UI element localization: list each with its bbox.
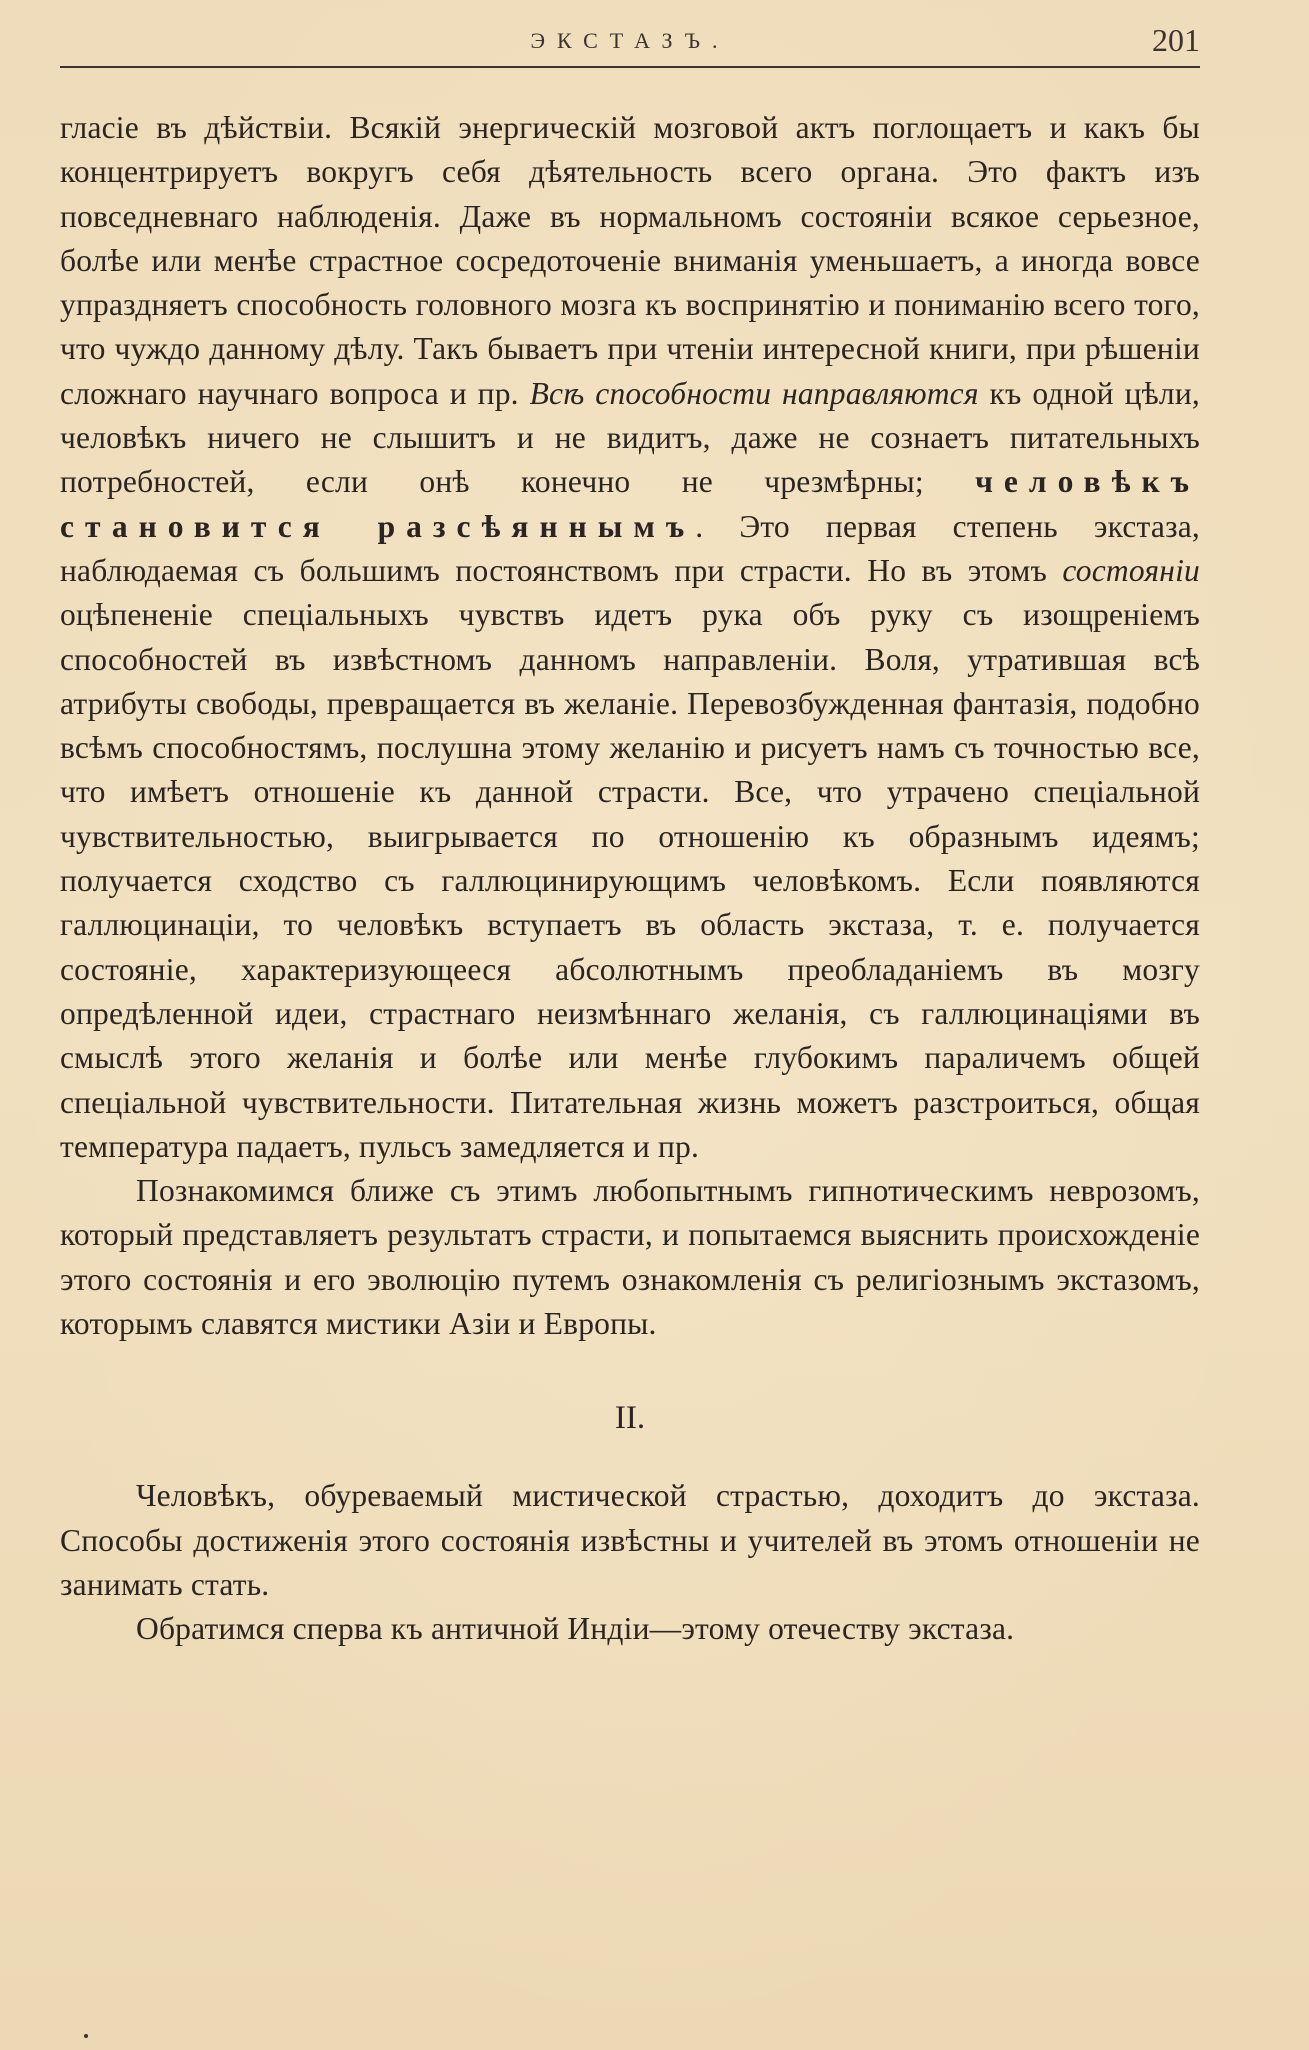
paragraph-text: . Это первая степень экстаза, наблюдаемая съ большимъ постоянствомъ при страсти. Но въ этомъ [60, 508, 1200, 588]
page-number: 201 [1152, 22, 1200, 58]
paragraph-text: гласіе въ дѣйствіи. Всякій энергическій мозговой актъ поглощаетъ и какъ бы концентрируетъ вокругъ себя дѣятельность всего органа. Это фактъ изъ повседневнаго наблюденія. Даже въ нормальномъ состояніи всякое серьезное, болѣе или менѣе страстное сосредоточеніе вниманія уменьшаетъ, а иногда вовсе упраздняетъ способность головного мозга къ воспринятію и пониманію всего того, что чуждо данному дѣлу. Такъ бываетъ при чтеніи интересной книги, при рѣшеніи сложнаго научнаго вопроса и пр. [60, 110, 1200, 411]
body-text [60, 106, 1200, 1652]
paragraph: Человѣкъ, обуреваемый мистической страстью, доходитъ до экстаза. Способы достиженія этого состоянія извѣстны и учителей въ этомъ отношеніи не занимать стать. [60, 1478, 1200, 1602]
section-heading: II. [614, 1400, 646, 1437]
paragraph: Обратимся сперва къ античной Индіи—этому отечеству экстаза. [136, 1611, 1015, 1647]
italic-phrase: Всѣ способности направляются [529, 375, 979, 411]
italic-phrase: состояніи [1062, 552, 1200, 588]
paragraph: Познакомимся ближе съ этимъ любопытнымъ гипнотическимъ неврозомъ, который представляетъ результатъ страсти, и попытаемся выяснить происхожденіе этого состоянія и его эволюцію путемъ ознакомленія съ религіознымъ экстазомъ, которымъ славятся мистики Азіи и Европы. [60, 1173, 1200, 1342]
paragraph-text: къ одной цѣли, человѣкъ ничего не слышитъ и не видитъ, даже не сознаетъ питательныхъ потребностей, если онѣ конечно не чрезмѣрны; [60, 375, 1200, 500]
ink-speck [84, 2034, 88, 2038]
paragraph-text: оцѣпененіе спеціальныхъ чувствъ идетъ рука объ руку съ изощреніемъ способностей въ извѣстномъ данномъ направленіи. Воля, утратившая всѣ атрибуты свободы, превращается въ желаніе. Перевозбужденная фантазія, подобно всѣмъ способностямъ, послушна этому желанію и рисуетъ намъ съ точностью все, что имѣетъ отношеніе къ данной страсти. Все, что утрачено спеціальной чувствительностью, выигрывается по отношенію къ образнымъ идеямъ; получается сходство съ галлюцинирующимъ человѣкомъ. Если появляются галлюцинаціи, то человѣкъ вступаетъ въ область экстаза, т. е. получается состояніе, характеризующееся абсолютнымъ преобладаніемъ въ мозгу опредѣленной идеи, страстнаго неизмѣннаго желанія, съ галлюцинаціями въ смыслѣ этого желанія и болѣе или менѣе глубокимъ параличемъ общей спеціальной чувствительности. Питательная жизнь можетъ разстроиться, общая температура падаетъ, пульсъ замедляется и пр. [60, 597, 1200, 1164]
running-title: ЭКСТАЗЪ. [530, 28, 730, 53]
paragraph-continued [60, 106, 1200, 1169]
letterspaced-emphasis: человѣкъ становится разсѣяннымъ [60, 464, 1200, 544]
running-header [60, 22, 1200, 68]
